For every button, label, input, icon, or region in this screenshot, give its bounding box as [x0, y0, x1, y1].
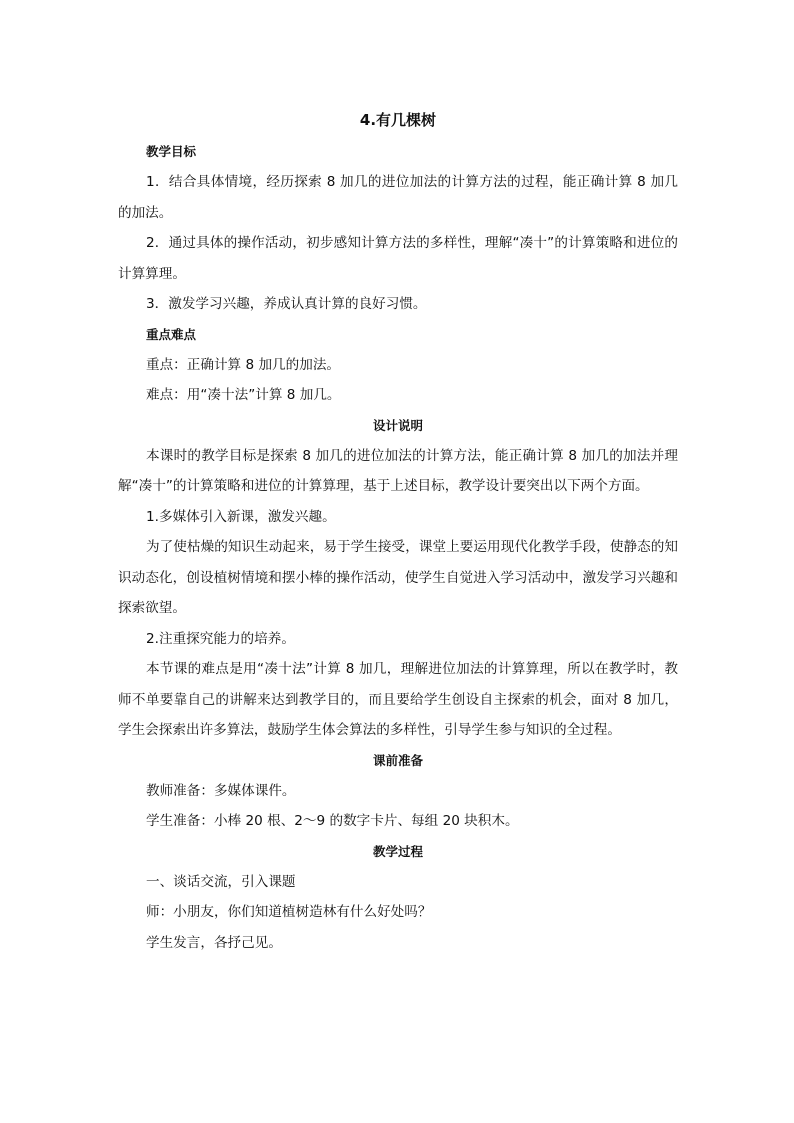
objectives-heading: 教学目标 — [146, 144, 197, 159]
difficulty-point: 难点：用“凑十法”计算 8 加几。 — [146, 387, 341, 403]
lesson-title: 4.有几棵树 — [359, 111, 437, 129]
document-content — [118, 105, 678, 958]
teacher-preparation: 教师准备：多媒体课件。 — [146, 782, 296, 799]
design-intro: 本课时的教学目标是探索 8 加几的进位加法的计算方法，能正确计算 8 加几的加法并理解“凑十”的计算策略和进位的计算算理，基于上述目标，教学设计要突出以下两个方面。 — [118, 447, 678, 494]
objective-3: 3．激发学习兴趣，养成认真计算的良好习惯。 — [146, 296, 427, 312]
key-points-heading: 重点难点 — [146, 326, 197, 342]
objective-1: 1．结合具体情境，经历探索 8 加几的进位加法的计算方法的过程，能正确计算 8 加几的加法。 — [118, 174, 678, 221]
student-preparation: 学生准备：小棒 20 根、2～9 的数字卡片、每组 20 块积木。 — [146, 813, 519, 829]
preparation-heading: 课前准备 — [372, 752, 423, 768]
design-point-1-text: 为了使枯燥的知识生动起来，易于学生接受，课堂上要运用现代化教学手段，使静态的知识动态化，创设植树情境和摆小棒的操作活动，使学生自觉进入学习活动中，激发学习兴趣和探索欲望。 — [118, 539, 678, 616]
design-point-2-title: 2.注重探究能力的培养。 — [146, 630, 295, 647]
teacher-question: 师：小朋友，你们知道植树造林有什么好处吗？ — [146, 904, 432, 920]
design-heading: 设计说明 — [372, 417, 423, 433]
design-point-1-title: 1.多媒体引入新课，激发兴趣。 — [146, 508, 336, 525]
key-point: 重点：正确计算 8 加几的加法。 — [146, 356, 341, 373]
design-point-2-text: 本节课的难点是用“凑十法”计算 8 加几，理解进位加法的计算算理，所以在教学时，教师不单要靠自己的讲解来达到教学目的，而且要给学生创设自主探索的机会，面对 8 加几，学生会探索出许多算法，鼓励学生体会算法的多样性，引导学生参与知识的全过程。 — [118, 661, 678, 738]
section-1-title: 一、谈话交流，引入课题 — [146, 873, 296, 890]
objective-2: 2．通过具体的操作活动，初步感知计算方法的多样性，理解“凑十”的计算策略和进位的计算算理。 — [118, 235, 678, 282]
student-answer: 学生发言，各抒己见。 — [146, 934, 282, 951]
process-heading: 教学过程 — [372, 843, 423, 859]
